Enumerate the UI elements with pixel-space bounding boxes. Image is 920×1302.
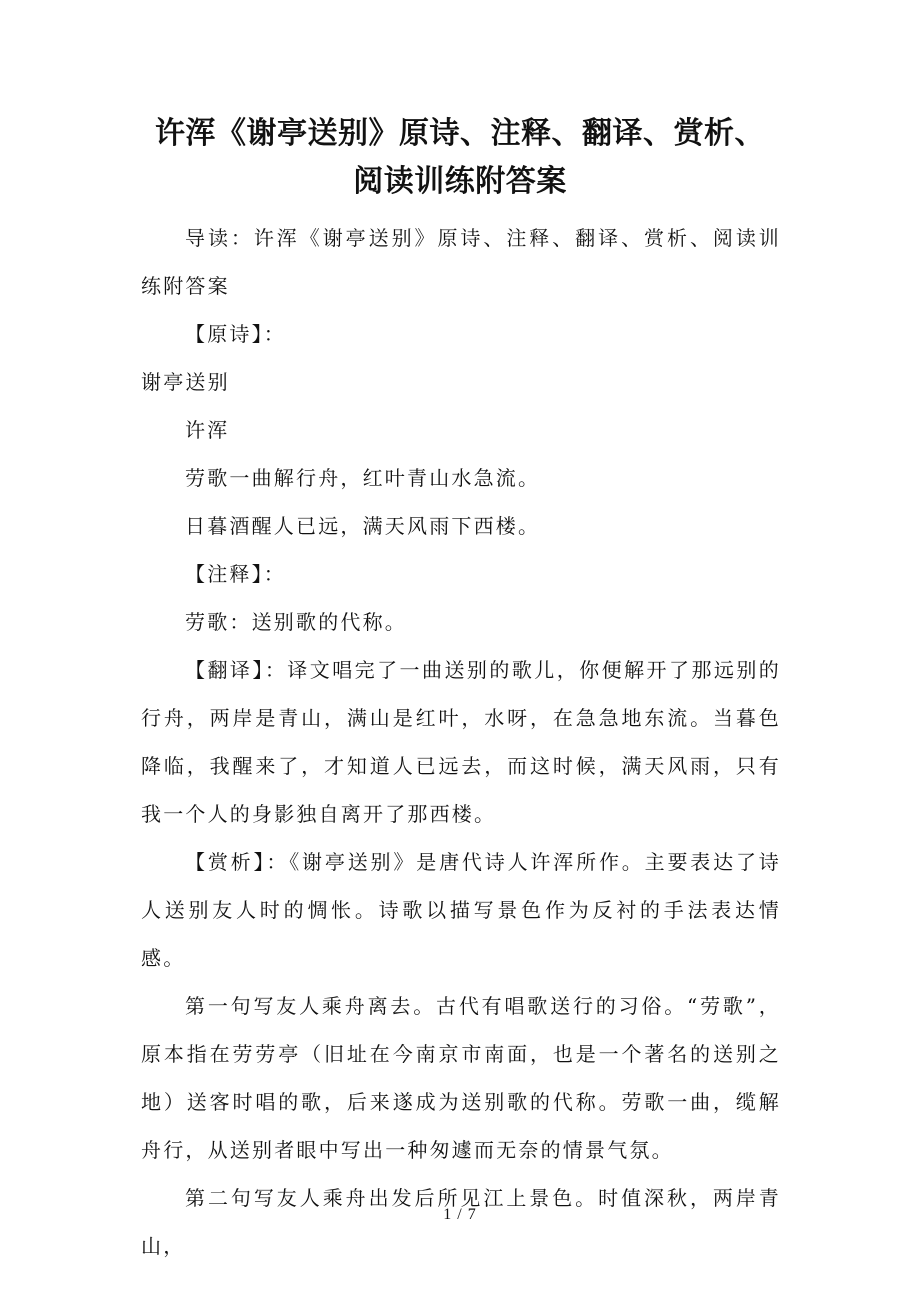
- intro-paragraph: 导读：许浑《谢亭送别》原诗、注释、翻译、赏析、阅读训练附答案: [141, 226, 781, 298]
- original-poem-heading: 【原诗】：: [185, 322, 286, 346]
- page-number: 1 / 7: [443, 1206, 477, 1223]
- document-body: [141, 214, 781, 1270]
- translation-text: 译文唱完了一曲送别的歌儿，你便解开了那远别的行舟，两岸是青山，满山是红叶，水呀，在急急地东流。当暮色降临，我醒来了，才知道人已远去，而这时候，满天风雨，只有我一个人的身影独自离开了那西楼。: [141, 658, 782, 826]
- poem-line-2: 日暮酒醒人已远，满天风雨下西楼。: [185, 514, 541, 538]
- poem-line-1: 劳歌一曲解行舟，红叶青山水急流。: [185, 466, 541, 490]
- first-line-analysis-paragraph: 第一句写友人乘舟离去。古代有唱歌送行的习俗。“劳歌”，原本指在劳劳亭（旧址在今南京市南面，也是一个著名的送别之地）送客时唱的歌，后来遂成为送别歌的代称。劳歌一曲，缆解舟行，从送别者眼中写出一种匆遽而无奈的情景气氛。: [141, 994, 781, 1162]
- appreciation-paragraph: [141, 838, 781, 982]
- poem-title: 谢亭送别: [141, 370, 230, 394]
- second-line-analysis-paragraph: 第二句写友人乘舟出发后所见江上景色。时值深秋，两岸青山，: [141, 1186, 781, 1258]
- note-item: 劳歌：送别歌的代称。: [185, 610, 407, 634]
- translation-paragraph: [141, 646, 781, 838]
- notes-heading: 【注释】：: [185, 562, 286, 586]
- document-title: 许浑《谢亭送别》原诗、注释、翻译、赏析、阅读训练附答案: [155, 116, 765, 199]
- translation-heading: 【翻译】：: [185, 658, 288, 682]
- poem-author: 许浑: [185, 418, 230, 442]
- appreciation-heading: 【赏析】：: [185, 850, 290, 874]
- appreciation-text: 《谢亭送别》是唐代诗人许浑所作。主要表达了诗人送别友人时的惆怅。诗歌以描写景色作为反衬的手法表达情感。: [141, 850, 782, 970]
